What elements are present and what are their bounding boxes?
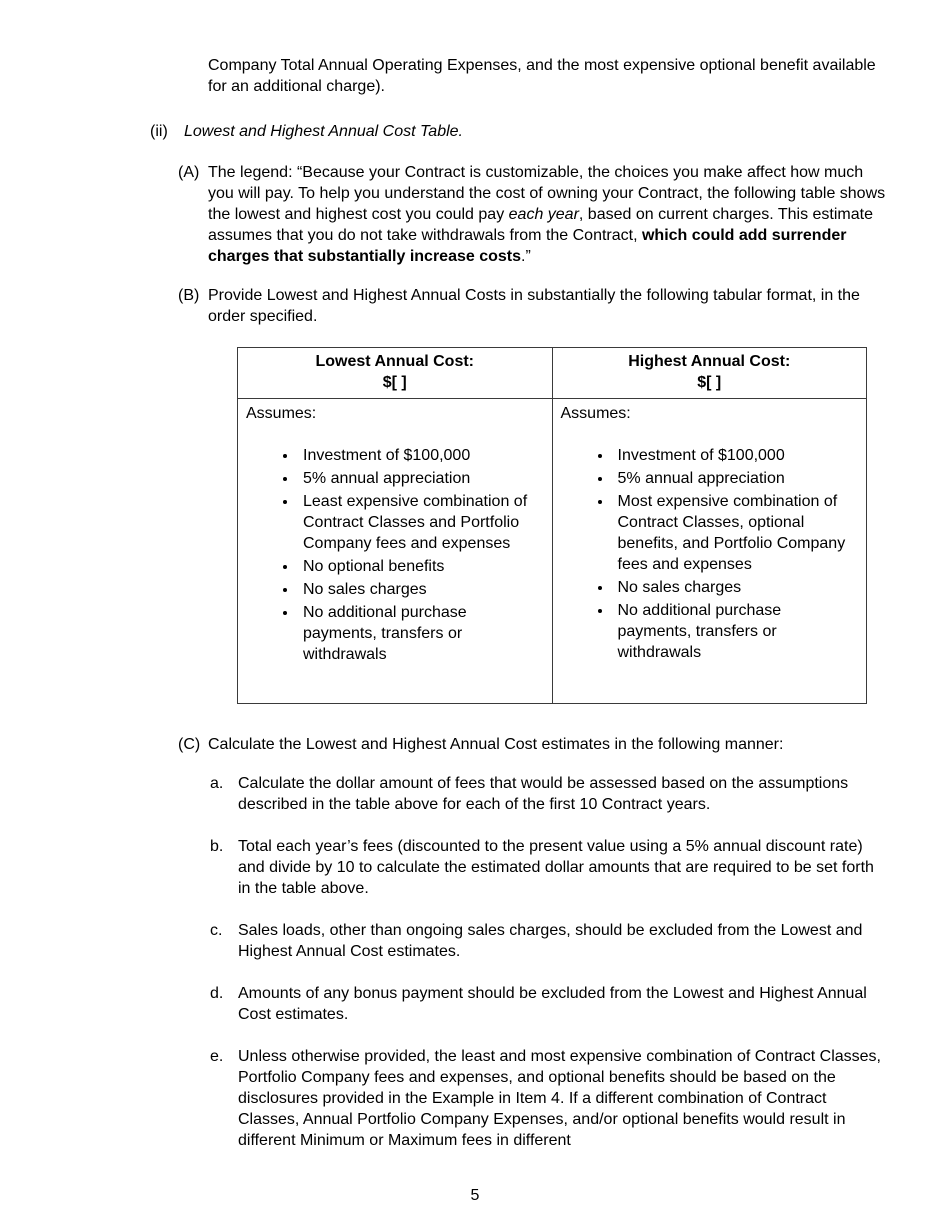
continuation-paragraph: Company Total Annual Operating Expenses, and the most expensive optional benefit available for an additional charge). (208, 57, 876, 95)
cost-table-body-row (238, 399, 867, 704)
legend-italic-phrase: each year (508, 206, 579, 223)
highest-header-amount: $[ ] (697, 374, 722, 391)
sub-item-c (210, 920, 886, 962)
list-item: • 5% annual appreciation (298, 468, 542, 489)
item-c-calculate (178, 734, 886, 755)
item-a-label: (A) (178, 164, 200, 181)
sub-item-e-label: e. (210, 1048, 224, 1065)
list-item: • Most expensive combination of Contract Classes, optional benefits, and Portfolio Company fees and expenses (613, 491, 857, 575)
sub-item-a-label: a. (210, 775, 224, 792)
item-ii-label: (ii) (150, 123, 168, 140)
list-item: • No additional purchase payments, transfers or withdrawals (613, 600, 857, 663)
highest-annual-cost-cell (552, 399, 867, 704)
highest-header-title: Highest Annual Cost: (628, 353, 791, 370)
sub-item-b (210, 836, 886, 899)
list-item: • Investment of $100,000 (613, 445, 857, 466)
sub-item-d-text: Amounts of any bonus payment should be excluded from the Lowest and Highest Annual Cost estimates. (238, 985, 867, 1023)
list-item: • No optional benefits (298, 556, 542, 577)
sub-item-d-label: d. (210, 985, 224, 1002)
highest-assumptions-list (561, 445, 857, 663)
sub-item-c-label: c. (210, 922, 223, 939)
list-item: • No sales charges (613, 577, 857, 598)
item-ii (150, 121, 886, 142)
item-c-text: Calculate the Lowest and Highest Annual Cost estimates in the following manner: (208, 736, 784, 753)
sub-item-e-text: Unless otherwise provided, the least and most expensive combination of Contract Classes, Portfolio Company fees and expenses, and optional benefits should be based on the disclosures provided in the Example in Item 4. If a different combination of Contract Classes, Annual Portfolio Company Expenses, and/or optional benefits would result in different Minimum or Maximum fees in different (238, 1048, 881, 1149)
sub-item-b-label: b. (210, 838, 224, 855)
sub-item-e (210, 1046, 886, 1151)
lowest-assumptions-list (246, 445, 542, 665)
sub-item-d (210, 983, 886, 1025)
list-item: • 5% annual appreciation (613, 468, 857, 489)
sub-item-c-text: Sales loads, other than ongoing sales charges, should be excluded from the Lowest and Highest Annual Cost estimates. (238, 922, 863, 960)
lowest-annual-cost-header (238, 348, 553, 399)
lowest-header-title: Lowest Annual Cost: (315, 353, 474, 370)
list-item: • Least expensive combination of Contract Classes and Portfolio Company fees and expenses (298, 491, 542, 554)
list-item: • No additional purchase payments, transfers or withdrawals (298, 602, 542, 665)
legend-text-part1: The legend: “Because your Contract is customizable, the choices you make affect how much you will pay. To help you understand the cost of owning your Contract, the following table shows the lowest and highest cost you could pay (208, 164, 886, 223)
item-b-tabular-format (178, 285, 886, 327)
legend-text-part3: .” (521, 248, 531, 265)
highest-assumes-label: Assumes: (560, 405, 631, 422)
lowest-annual-cost-cell (238, 399, 553, 704)
cost-table-header-row (238, 348, 867, 399)
item-b-label: (B) (178, 287, 200, 304)
lowest-header-amount: $[ ] (382, 374, 407, 391)
item-a-text (208, 162, 886, 267)
legend-bold-phrase: which could add surrender charges that substantially increase costs (208, 227, 847, 265)
list-item: • No sales charges (298, 579, 542, 600)
sub-item-a-text: Calculate the dollar amount of fees that would be assessed based on the assumptions described in the table above for each of the first 10 Contract years. (238, 775, 849, 813)
highest-annual-cost-header (552, 348, 867, 399)
item-a-legend (178, 162, 886, 267)
cost-table (237, 347, 867, 704)
sub-item-b-text: Total each year’s fees (discounted to the present value using a 5% annual discount rate) and divide by 10 to calculate the estimated dollar amounts that are required to be set forth in the table above. (238, 838, 874, 897)
page-number: 5 (470, 1187, 480, 1204)
list-item: • Investment of $100,000 (298, 445, 542, 466)
legend-text-part2: , based on current charges. This estimate assumes that you do not take withdrawals from the Contract, (208, 206, 873, 244)
item-c-label: (C) (178, 736, 201, 753)
item-ii-title: Lowest and Highest Annual Cost Table. (184, 123, 463, 140)
item-b-text: Provide Lowest and Highest Annual Costs in substantially the following tabular format, in the order specified. (208, 287, 860, 325)
lowest-assumes-label: Assumes: (246, 405, 317, 422)
sub-item-a (210, 773, 886, 815)
